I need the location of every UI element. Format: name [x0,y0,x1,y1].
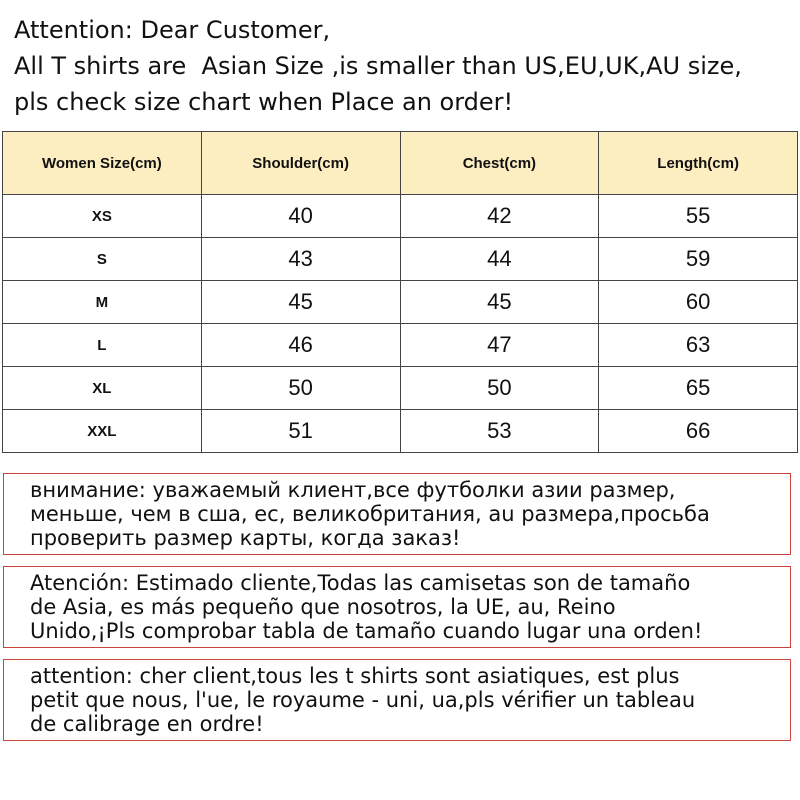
notice-line: attention: cher client,tous les t shirts sont asiatiques, est plus [30,664,680,688]
chest-cell: 47 [400,324,599,367]
intro-line-3: pls check size chart when Place an order! [14,88,514,116]
table-row [3,195,798,238]
length-cell: 66 [599,410,798,453]
length-cell: 60 [599,281,798,324]
notice-line: Atención: Estimado cliente,Todas las camisetas son de tamaño [30,571,691,595]
size-cell: M [3,281,202,324]
russian-notice [3,473,791,555]
size-cell: S [3,238,202,281]
size-cell: L [3,324,202,367]
notice-line: Unido,¡Pls comprobar tabla de tamaño cuando lugar una orden! [30,619,703,643]
intro-line-1: Attention: Dear Customer, [14,16,331,44]
length-cell: 63 [599,324,798,367]
chest-cell: 45 [400,281,599,324]
notice-line: меньше, чем в сша, ес, великобритания, au размера,просьба [30,502,710,526]
length-cell: 55 [599,195,798,238]
chest-cell: 50 [400,367,599,410]
header-shoulder: Shoulder(cm) [201,132,400,195]
table-row [3,324,798,367]
notice-line: de calibrage en ordre! [30,712,264,736]
table-row [3,238,798,281]
shoulder-cell: 43 [201,238,400,281]
shoulder-cell: 51 [201,410,400,453]
length-cell: 65 [599,367,798,410]
chest-cell: 42 [400,195,599,238]
shoulder-cell: 45 [201,281,400,324]
notice-line: внимание: уважаемый клиент,все футболки азии размер, [30,478,676,502]
chest-cell: 53 [400,410,599,453]
table-row [3,410,798,453]
notice-line: de Asia, es más pequeño que nosotros, la UE, au, Reino [30,595,616,619]
table-row [3,367,798,410]
header-length: Length(cm) [599,132,798,195]
header-women-size: Women Size(cm) [3,132,202,195]
shoulder-cell: 50 [201,367,400,410]
notice-line: petit que nous, l'ue, le royaume - uni, ua,pls vérifier un tableau [30,688,696,712]
intro-text [14,12,794,120]
header-chest: Chest(cm) [400,132,599,195]
french-notice [3,659,791,741]
size-cell: XL [3,367,202,410]
shoulder-cell: 40 [201,195,400,238]
notice-line: проверить размер карты, когда заказ! [30,526,461,550]
table-header-row [3,132,798,195]
intro-line-2: All T shirts are Asian Size ,is smaller than US,EU,UK,AU size, [14,52,742,80]
size-chart-table [2,131,798,453]
chest-cell: 44 [400,238,599,281]
size-cell: XS [3,195,202,238]
shoulder-cell: 46 [201,324,400,367]
spanish-notice [3,566,791,648]
size-cell: XXL [3,410,202,453]
table-row [3,281,798,324]
length-cell: 59 [599,238,798,281]
